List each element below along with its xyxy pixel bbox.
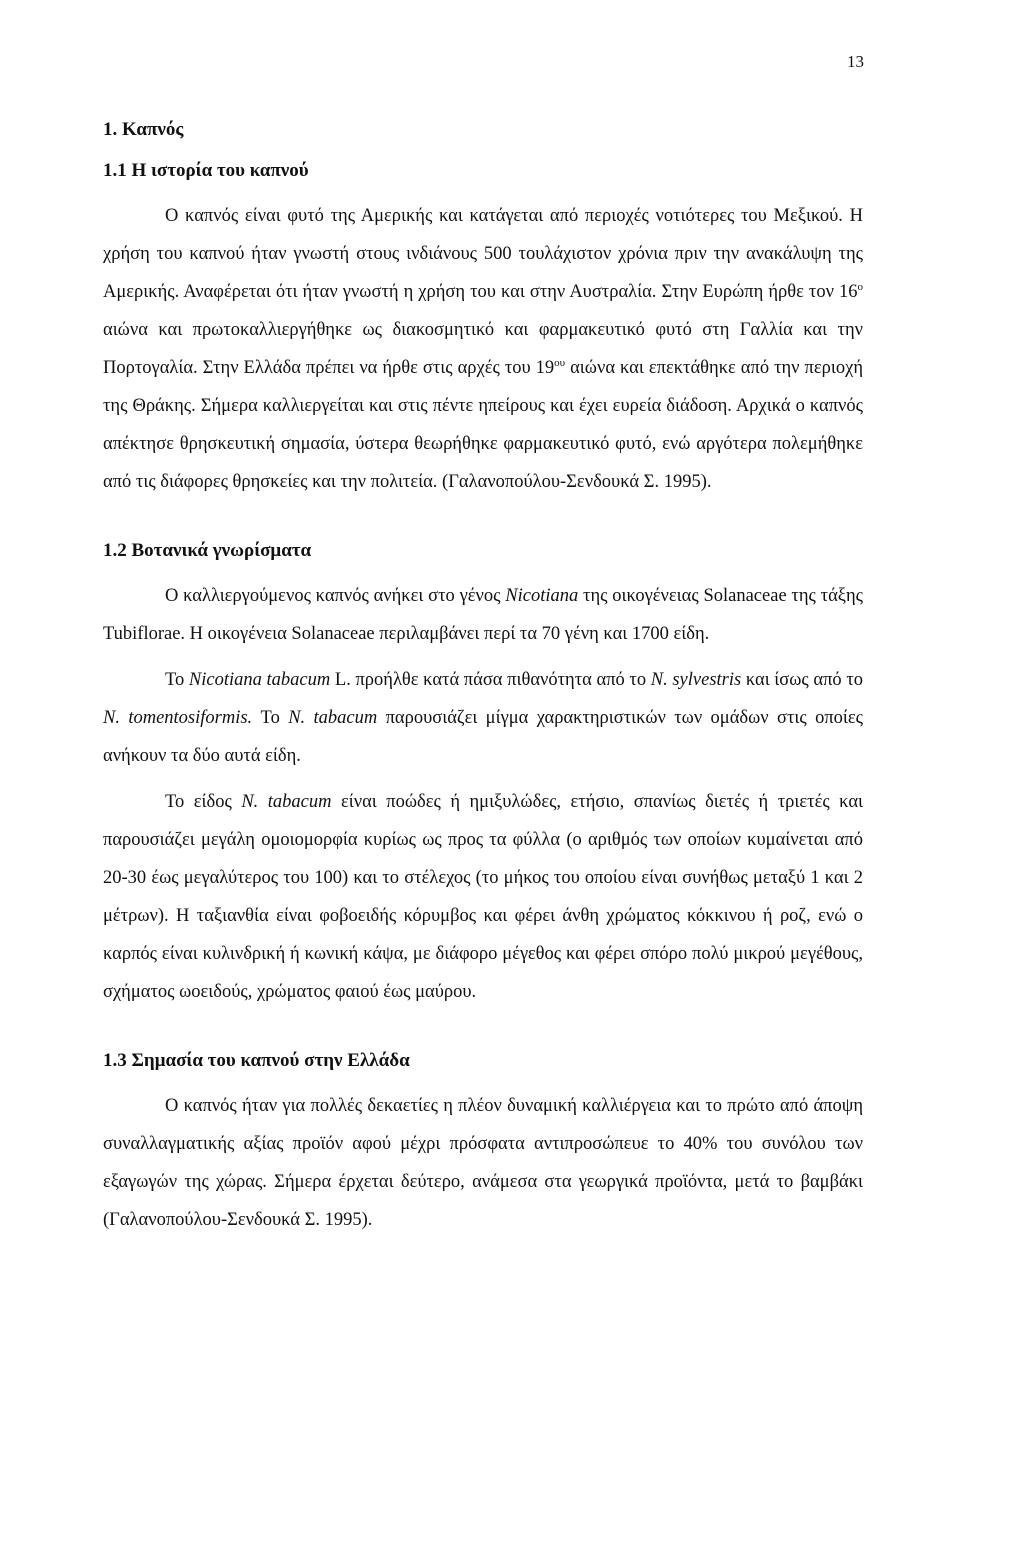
text-run: Το xyxy=(165,670,189,690)
chapter-heading: 1. Καπνός xyxy=(103,119,184,140)
paragraph-importance: Ο καπνός ήταν για πολλές δεκαετίες η πλέον δυναμική καλλιέργεια και το πρώτο από άποψη συναλλαγματικής αξίας προϊόν αφού μέχρι πρόσφατα αντιπροσώπευε το 40% του συνόλου των εξαγωγών της χώρας. Σήμερα έρχεται δεύτερο, ανάμεσα στα γεωργικά προϊόντα, μετά το βαμβάκι (Γαλανοπούλου-Σενδουκά Σ. 1995). xyxy=(103,1096,863,1230)
document-body xyxy=(103,118,863,1239)
paragraph-botany-2 xyxy=(103,661,863,775)
text-run: Ο καπνός είναι φυτό της Αμερικής και κατάγεται από περιοχές νοτιότερες του Μεξικού. Η χρήση του καπνού ήταν γνωστή στους ινδιάνους 500 τουλάχιστον χρόνια πριν την ανακάλυψη της Αμερικής. Αναφέρεται ότι ήταν γνωστή η χρήση του και στην Αυστραλία. Στην Ευρώπη ήρθε τον 16 xyxy=(103,206,863,302)
section-heading-history: 1.1 Η ιστορία του καπνού xyxy=(103,160,309,181)
text-run: είναι ποώδες ή ημιξυλώδες, ετήσιο, σπανίως διετές ή τριετές και παρουσιάζει μεγάλη ομοιομορφία κυρίως ως προς τα φύλλα (ο αριθμός των οποίων κυμαίνεται από 20-30 έως μεγαλύτερος του 100) και το στέλεχος (το μήκος του οποίου είναι συνήθως μεταξύ 1 και 2 μέτρων). Η ταξιανθία είναι φοβοειδής κόρυμβος και φέρει άνθη χρώματος κόκκινου ή ροζ, ενώ ο καρπός είναι κυλινδρική ή κωνική κάψα, με διάφορο μέγεθος και φέρει σπόρο πολύ μικρού μεγέθους, σχήματος ωοειδούς, χρώματος φαιού έως μαύρου. xyxy=(103,792,863,1002)
italic-term: Nicotiana xyxy=(505,586,579,606)
page-number: 13 xyxy=(847,52,864,71)
italic-term: N. sylvestris xyxy=(650,670,742,690)
text-run: αιώνα και επεκτάθηκε από την περιοχή της Θράκης. Σήμερα καλλιεργείται και στις πέντε ηπείρους και έχει ευρεία διάδοση. Αρχικά ο καπνός απέκτησε θρησκευτική σημασία, ύστερα θεωρήθηκε φαρμακευτικό φυτό, ενώ αργότερα πολεμήθηκε από τις διάφορες θρησκείες και την πολιτεία. (Γαλανοπούλου-Σενδουκά Σ. 1995). xyxy=(103,358,863,492)
text-run: L. προήλθε κατά πάσα πιθανότητα από το xyxy=(330,670,651,690)
text-run: Το είδος xyxy=(165,792,242,812)
section-heading-importance: 1.3 Σημασία του καπνού στην Ελλάδα xyxy=(103,1050,410,1071)
superscript: ου xyxy=(554,357,566,369)
paragraph-botany-1 xyxy=(103,577,863,653)
paragraph-history xyxy=(103,197,863,501)
text-run: αιώνα και πρωτοκαλλιεργήθηκε ως διακοσμητικό και φαρμακευτικό φυτό στη Γαλλία και την Πορτογαλία. Στην Ελλάδα πρέπει να ήρθε στις αρχές του 19 xyxy=(103,320,863,378)
italic-term: N. tabacum xyxy=(241,792,332,812)
superscript: ο xyxy=(857,281,863,293)
italic-term: Nicotiana tabacum xyxy=(188,670,331,690)
text-run: παρουσιάζει μίγμα χαρακτηριστικών των ομάδων στις οποίες ανήκουν τα δύο αυτά είδη. xyxy=(103,708,864,766)
italic-term: N. tabacum xyxy=(288,708,378,728)
text-run: της οικογένειας Solanaceae της τάξης Tubiflorae. Η οικογένεια Solanaceae περιλαμβάνει περί τα 70 γένη και 1700 είδη. xyxy=(103,586,864,644)
text-run: Ο καλλιεργούμενος καπνός ανήκει στο γένος xyxy=(165,586,506,606)
section-heading-botany: 1.2 Βοτανικά γνωρίσματα xyxy=(103,540,312,561)
text-run: Το xyxy=(252,708,289,728)
text-run: και ίσως από το xyxy=(741,670,864,690)
paragraph-botany-3 xyxy=(103,783,863,1011)
italic-term: N. tomentosiformis. xyxy=(103,708,253,728)
